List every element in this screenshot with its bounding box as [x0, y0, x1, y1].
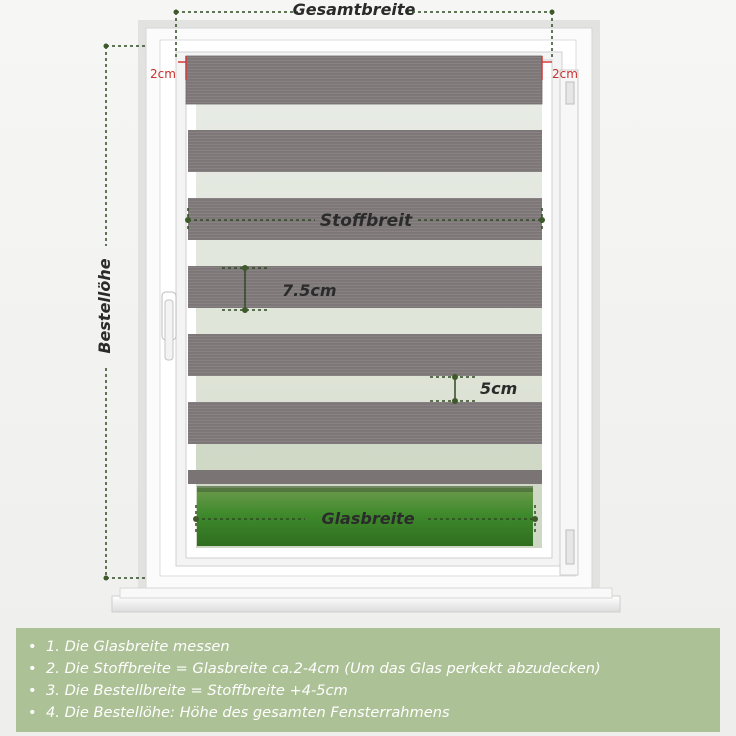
fabric-stripe [188, 266, 542, 308]
fabric-width-label: Stoffbreit [319, 211, 413, 231]
instructions-list [46, 636, 720, 724]
instruction-item: • 4. Die Bestellöhe: Höhe des gesamten Fensterrahmens [46, 702, 720, 724]
instruction-item: • 2. Die Stoffbreite = Glasbreite ca.2-4cm (Um das Glas perkekt abzudecken) [46, 658, 720, 680]
fabric-stripe [188, 130, 542, 172]
window-sill [112, 588, 620, 612]
stripe-height-label: 7.5cm [282, 281, 337, 300]
instruction-item: • 1. Die Glasbreite messen [46, 636, 720, 658]
gap-height-label: 5cm [480, 379, 518, 398]
bottom-rail [188, 470, 542, 484]
instructions-panel [16, 628, 720, 732]
order-height-label: Bestellöhe [95, 258, 114, 354]
instruction-item: • 3. Die Bestellbreite = Stoffbreite +4-5cm [46, 680, 720, 702]
total-width-label: Gesamtbreite [292, 0, 416, 19]
overlap-right-label: 2cm [552, 67, 578, 81]
fabric-stripe [188, 334, 542, 376]
fabric-stripe [188, 402, 542, 444]
blind-cassette [186, 56, 542, 104]
window-hinge-side [560, 70, 578, 575]
glass-width-label: Glasbreite [321, 509, 415, 528]
overlap-left-label: 2cm [150, 67, 176, 81]
